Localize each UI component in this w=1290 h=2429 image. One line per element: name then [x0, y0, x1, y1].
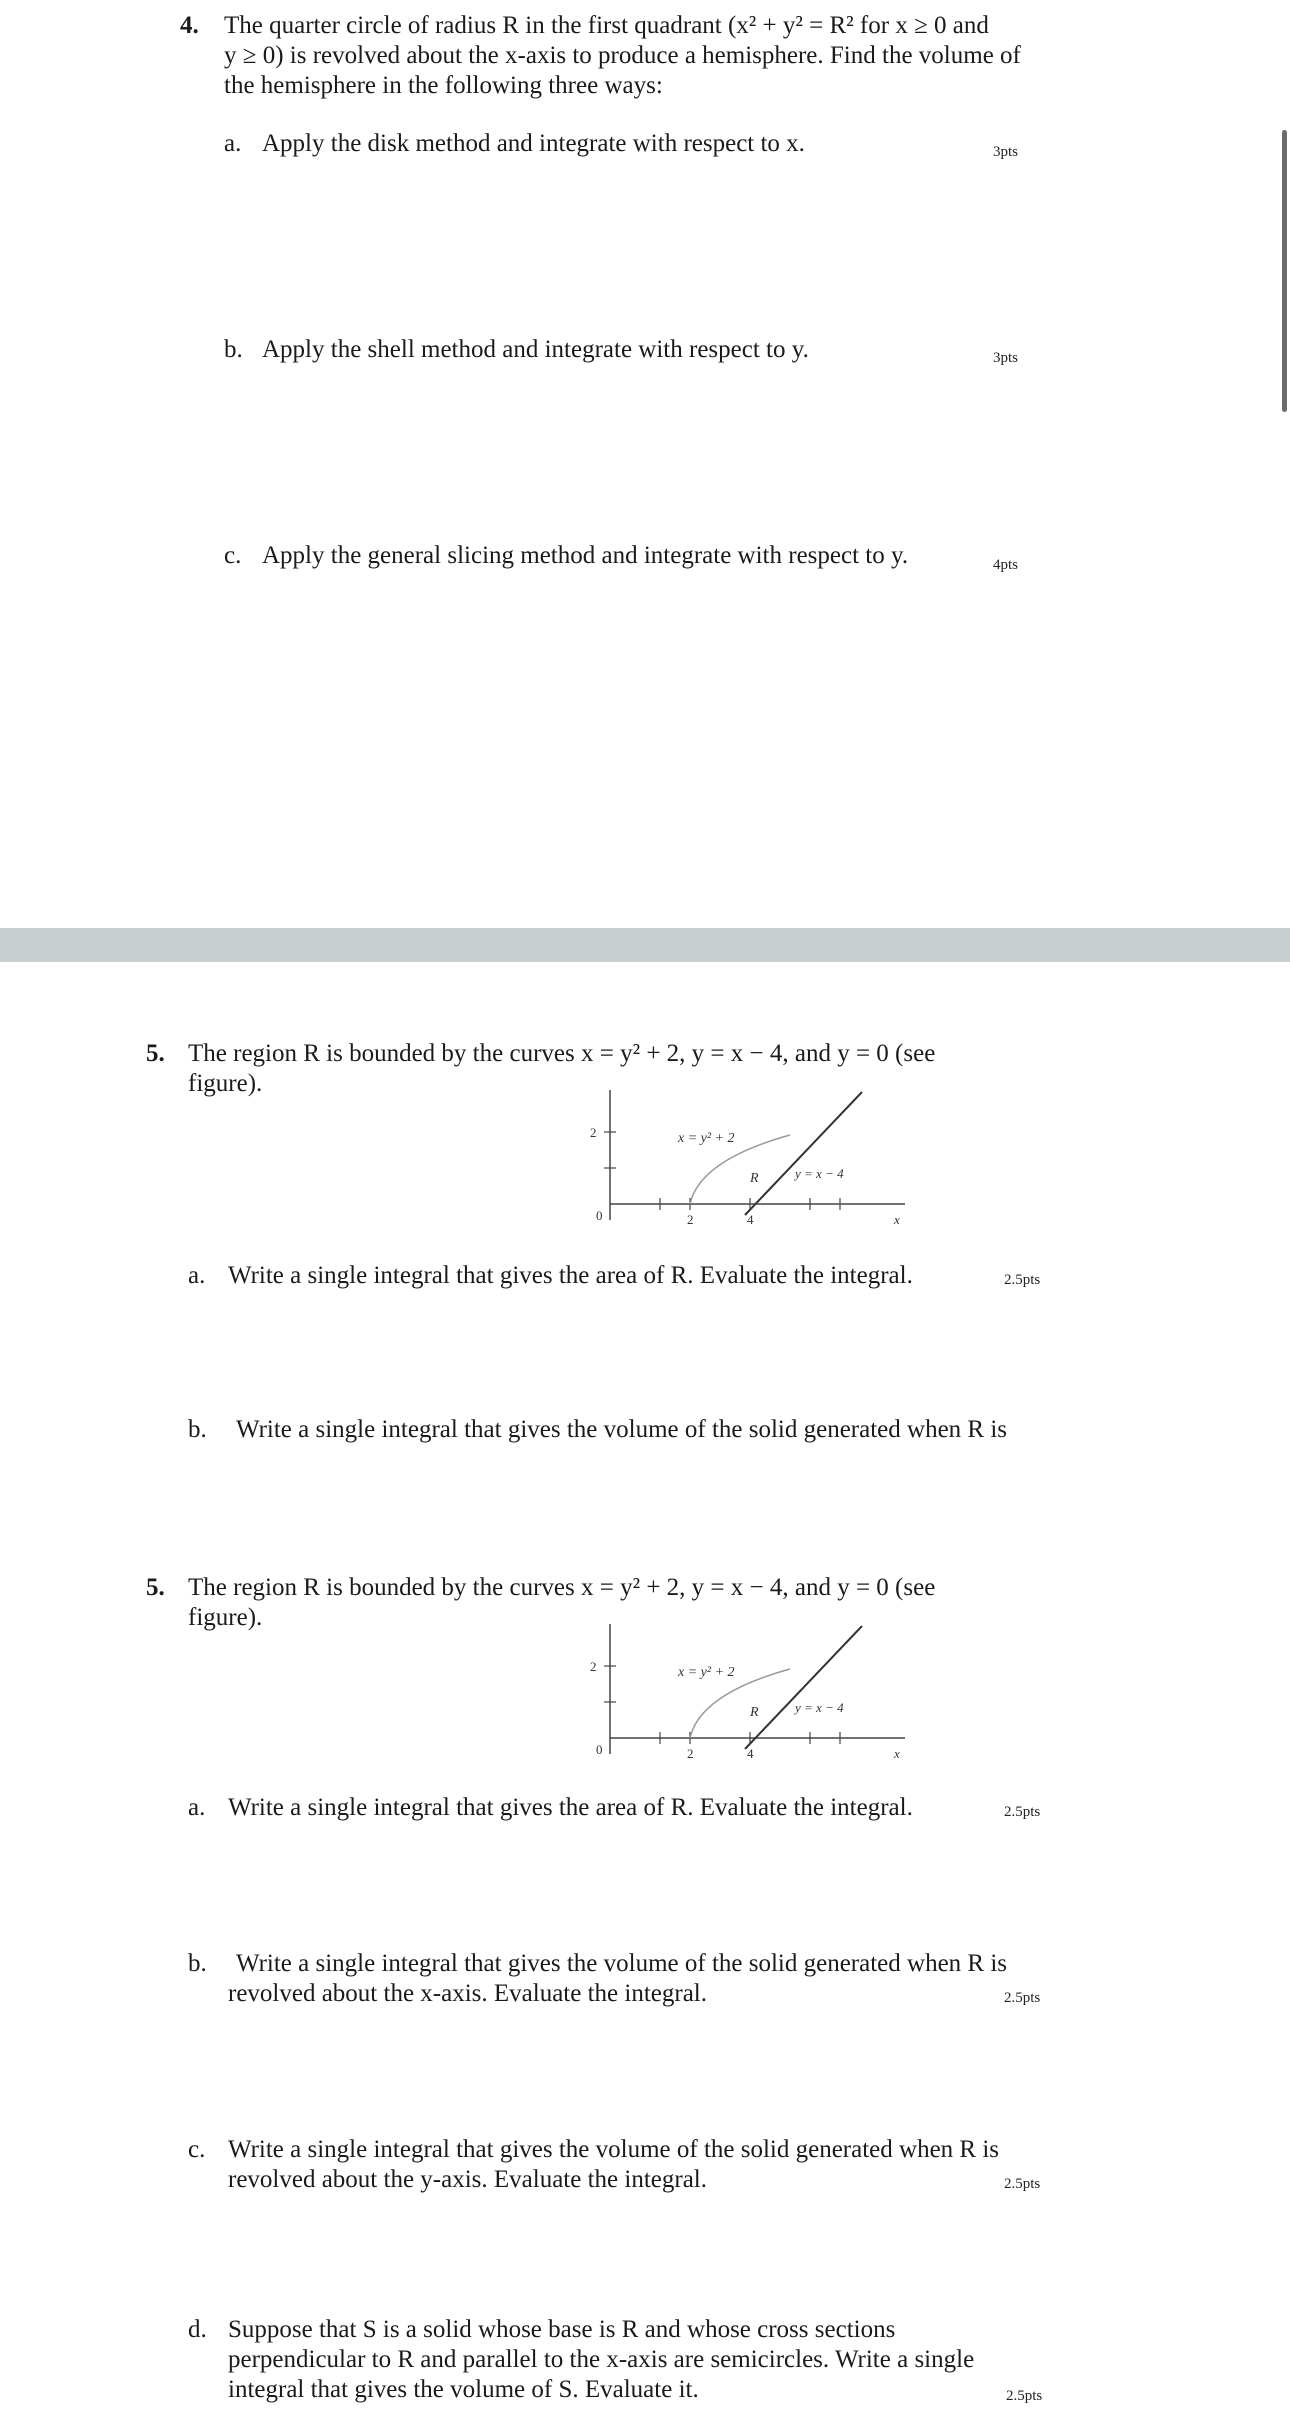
origin-label: 0 [596, 1208, 603, 1223]
problem-5a-points: 2.5pts [1004, 1804, 1041, 1820]
problem-4-line-2: y ≥ 0) is revolved about the x-axis to produce a hemisphere. Find the volume of [224, 42, 1021, 69]
problem-4c-points: 4pts [993, 557, 1019, 573]
x-tick-4-label: 4 [747, 1746, 754, 1761]
problem-4a-text: Apply the disk method and integrate with respect to x. [262, 130, 805, 157]
problem-5-line-1: The region R is bounded by the curves x = y² + 2, y = x − 4, and y = 0 (see [188, 1574, 936, 1601]
region-figure-svg [560, 1614, 950, 1774]
problem-4-line-3: the hemisphere in the following three ways: [224, 72, 663, 99]
problem-5a-text: Write a single integral that gives the area of R. Evaluate the integral. [228, 1262, 913, 1289]
region-label: R [750, 1705, 759, 1720]
line-y-equals-x-minus-4 [745, 1626, 862, 1749]
problem-5b-line-1: Write a single integral that gives the volume of the solid generated when R is [236, 1950, 1008, 1977]
problem-5b-letter: b. [188, 1416, 207, 1443]
problem-4-line-1: The quarter circle of radius R in the first quadrant (x² + y² = R² for x ≥ 0 and [224, 12, 989, 39]
problem-4-number: 4. [180, 12, 199, 39]
problem-4b-points: 3pts [993, 350, 1019, 366]
problem-5a-text: Write a single integral that gives the area of R. Evaluate the integral. [228, 1794, 913, 1821]
problem-5d-letter: d. [188, 2316, 207, 2343]
x-tick-2-label: 2 [687, 1746, 694, 1761]
problem-5-line-2: figure). [188, 1604, 263, 1631]
problem-5c-line-2: revolved about the y-axis. Evaluate the integral. [228, 2166, 707, 2193]
problem-5-line-1: The region R is bounded by the curves x = y² + 2, y = x − 4, and y = 0 (see [188, 1040, 936, 1067]
x-axis-label: x [894, 1746, 900, 1761]
problem-5b-text: Write a single integral that gives the volume of the solid generated when R is [236, 1416, 1008, 1443]
problem-5d-line-1: Suppose that S is a solid whose base is R and whose cross sections [228, 2316, 896, 2343]
region-figure [560, 1614, 950, 1774]
problem-4c-text: Apply the general slicing method and integrate with respect to y. [262, 542, 909, 569]
problem-5c-points: 2.5pts [1004, 2176, 1041, 2192]
scrollbar-thumb[interactable] [1282, 130, 1287, 412]
y-tick-label: 2 [590, 1659, 597, 1674]
x-tick-4-label: 4 [747, 1212, 754, 1227]
problem-5d-points: 2.5pts [1006, 2388, 1043, 2404]
problem-5d-line-2: perpendicular to R and parallel to the x-axis are semicircles. Write a single [228, 2346, 975, 2373]
y-tick-label: 2 [590, 1125, 597, 1140]
problem-5a-points: 2.5pts [1004, 1272, 1041, 1288]
problem-4c-letter: c. [224, 542, 242, 569]
curve-label: x = y² + 2 [678, 1665, 735, 1680]
origin-label: 0 [596, 1742, 603, 1757]
page-divider [0, 928, 1290, 962]
problem-4b-letter: b. [224, 336, 243, 363]
problem-5c-line-1: Write a single integral that gives the volume of the solid generated when R is [228, 2136, 1000, 2163]
problem-4b-text: Apply the shell method and integrate with respect to y. [262, 336, 809, 363]
problem-4a-letter: a. [224, 130, 242, 157]
problem-5-number: 5. [146, 1040, 165, 1067]
curve-label: x = y² + 2 [678, 1131, 735, 1146]
problem-5b-points: 2.5pts [1004, 1990, 1041, 2006]
problem-4a-points: 3pts [993, 144, 1019, 160]
problem-5b-letter: b. [188, 1950, 207, 1977]
problem-5d-line-3: integral that gives the volume of S. Evaluate it. [228, 2376, 699, 2403]
x-tick-2-label: 2 [687, 1212, 694, 1227]
problem-5b-line-2: revolved about the x-axis. Evaluate the integral. [228, 1980, 707, 2007]
line-label: y = x − 4 [795, 1700, 844, 1715]
problem-5-line-2: figure). [188, 1070, 263, 1097]
region-figure [560, 1080, 950, 1240]
line-label: y = x − 4 [795, 1166, 844, 1181]
region-label: R [750, 1171, 759, 1186]
region-figure-svg [560, 1080, 950, 1240]
x-axis-label: x [894, 1212, 900, 1227]
problem-5a-letter: a. [188, 1262, 206, 1289]
problem-5-number: 5. [146, 1574, 165, 1601]
problem-5a-letter: a. [188, 1794, 206, 1821]
problem-5c-letter: c. [188, 2136, 206, 2163]
line-y-equals-x-minus-4 [745, 1092, 862, 1215]
